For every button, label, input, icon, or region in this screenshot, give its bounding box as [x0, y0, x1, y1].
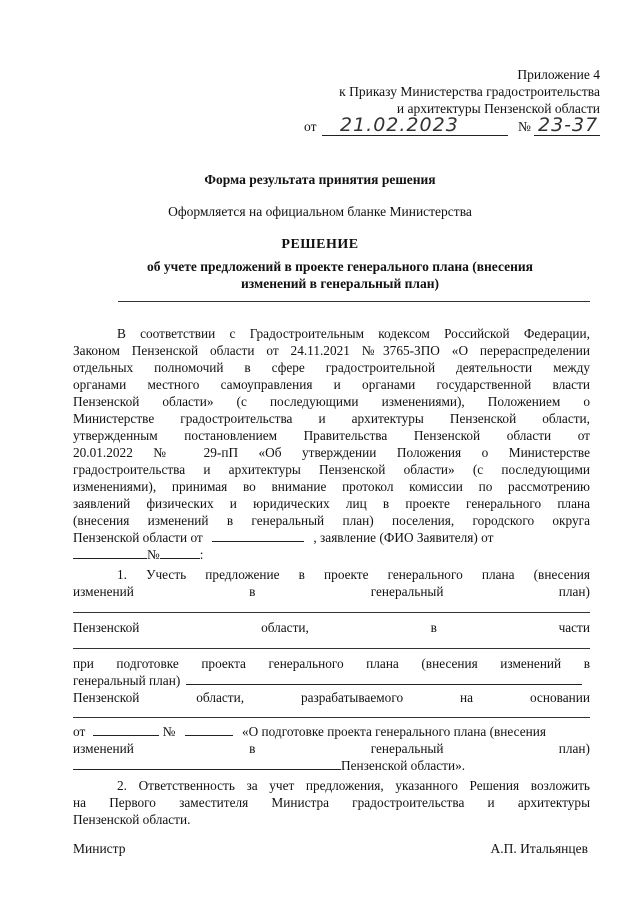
blank-rule: [73, 648, 590, 649]
decision-subject: [120, 258, 560, 292]
order-date-number: [304, 116, 600, 138]
word: Пензенской: [73, 620, 140, 635]
body-line-applicant: [73, 529, 590, 546]
word: основании: [529, 690, 590, 705]
body-line-number: [73, 546, 590, 563]
word: в: [430, 620, 437, 635]
blank-field: [73, 546, 147, 559]
decision-title: РЕШЕНИЕ: [281, 237, 359, 252]
number-sign: №: [147, 547, 160, 562]
form-title: Форма результата принятия решения: [204, 172, 436, 187]
item1-line-end: [73, 757, 590, 774]
text-segment: от: [73, 724, 86, 739]
word: Пензенской: [73, 690, 140, 705]
word: разрабатываемого: [300, 690, 404, 705]
word: изменений: [73, 584, 134, 599]
word: области,: [196, 690, 245, 705]
subject-line-2: изменений в генеральный план): [241, 276, 439, 291]
item1-line-spread: [73, 740, 590, 757]
word: на: [460, 690, 474, 705]
item1-line-spread: [73, 583, 590, 600]
text-segment: генеральный план): [73, 673, 181, 688]
body-line: отдельных полномочий в сфере градостроительной деятельности между: [73, 360, 590, 375]
word: части: [558, 620, 590, 635]
body-line: В соответствии с Градостроительным кодексом Российской Федерации,: [117, 326, 590, 341]
body-line: органами местного самоуправления и органами государственной власти: [73, 377, 590, 392]
body-line: Пензенской области» (с последующими изменениями), Положением о: [73, 394, 590, 409]
subject-line-1: об учете предложений в проекте генерального плана (внесения: [147, 259, 533, 274]
body-line: заявлений физических и юридических лиц в проекте генерального плана: [73, 496, 590, 511]
word: в: [249, 741, 256, 756]
body-line: (внесения изменений в генеральный план) поселения, городского округа: [73, 513, 590, 528]
word: области,: [261, 620, 309, 635]
text-segment: «О подготовке проекта генерального плана (внесения: [241, 724, 546, 739]
appendix-line-3: и архитектуры Пензенской области: [396, 101, 600, 116]
appendix-line-1: Приложение 4: [517, 67, 600, 82]
text-segment: Пензенской области».: [341, 758, 466, 773]
date-handwritten: 21.02.2023: [340, 114, 459, 136]
item2-line: 2. Ответственность за учет предложения, указанного Решения возложить: [117, 778, 590, 793]
item1-line-from: [73, 723, 590, 740]
item2-line: на Первого заместителя Министра градостроительства и архитектуры: [73, 795, 590, 810]
appendix-line-2: к Приказу Министерства градостроительства: [339, 84, 600, 99]
appendix-header: [300, 66, 600, 117]
number-label: №: [518, 119, 531, 134]
blank-rule: [73, 612, 590, 613]
number-handwritten: 23-37: [538, 114, 599, 136]
body-line: утвержденным постановлением Правительства Пензенской области от: [73, 428, 590, 443]
blank-field: [185, 723, 233, 736]
blank-field: [160, 546, 200, 559]
word: в: [249, 584, 256, 599]
word: генеральный: [370, 741, 444, 756]
item1-line: 1. Учесть предложение в проекте генерального плана (внесения: [117, 567, 590, 582]
item1-line-spread: [73, 619, 590, 636]
word: генеральный: [370, 584, 444, 599]
date-label: от: [304, 119, 317, 134]
body-line: градостроительства и архитектуры Пензенской области» (с последующими: [73, 462, 590, 477]
word: изменений: [73, 741, 134, 756]
text-segment: Пензенской области от: [73, 530, 203, 545]
blank-field: [186, 672, 582, 685]
number-sign: №: [162, 724, 176, 739]
signer-name: А.П. Итальянцев: [490, 841, 588, 856]
item2-line: Пензенской области.: [73, 812, 191, 827]
blank-field: [212, 529, 304, 542]
blank-field: [73, 757, 341, 770]
signer-position: Министр: [73, 841, 126, 856]
word: план): [558, 584, 590, 599]
blank-rule: [73, 717, 590, 718]
body-line: изменениями), принимая во внимание протокол комиссии по рассмотрению: [73, 479, 590, 494]
item1-line: при подготовке проекта генерального плана (внесения изменений в: [73, 656, 590, 671]
item1-line-genplan: [73, 672, 590, 689]
word: план): [558, 741, 590, 756]
text-segment: , заявление (ФИО Заявителя) от: [313, 530, 494, 545]
body-line: 20.01.2022 № 29-пП «Об утверждении Положения о Министерстве: [73, 445, 590, 460]
body-line: Министерстве градостроительства и архитектуры Пензенской области,: [73, 411, 590, 426]
header-divider: [118, 301, 590, 302]
body-line: Законом Пензенской области от 24.11.2021 №3765-ЗПО «О перераспределении: [73, 343, 590, 358]
blank-note: Оформляется на официальном бланке Министерства: [168, 204, 472, 219]
colon: :: [199, 547, 204, 562]
item1-line-spread: [73, 689, 590, 706]
blank-field: [93, 723, 159, 736]
